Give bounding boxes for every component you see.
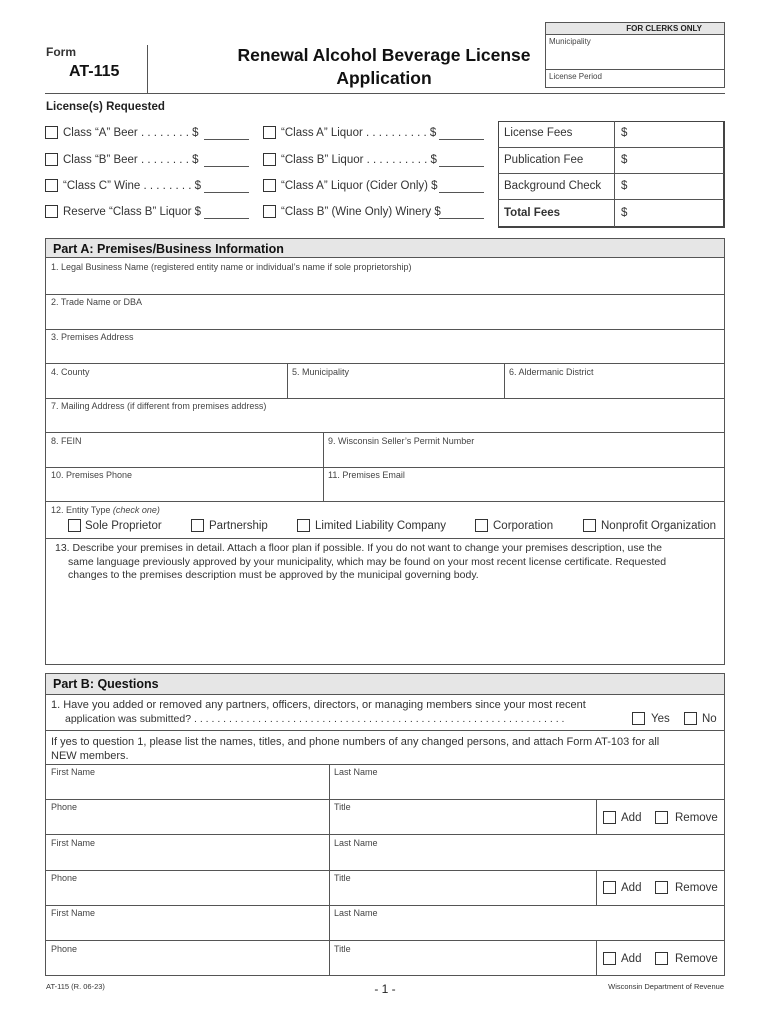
legal-business-name-field[interactable]: 1. Legal Business Name (registered entity name or individual’s name if sole proprietorship) bbox=[51, 262, 412, 272]
member-2-last-name[interactable]: Last Name bbox=[334, 838, 378, 848]
col-line bbox=[287, 363, 288, 398]
col-line bbox=[323, 432, 324, 501]
clerks-only-title: FOR CLERKS ONLY bbox=[546, 23, 724, 35]
class-a-beer-amount[interactable] bbox=[204, 139, 249, 140]
row-line bbox=[45, 398, 725, 399]
row-line bbox=[45, 363, 725, 364]
question-1-line1: 1. Have you added or removed any partners, officers, directors, or managing members since your most recent bbox=[51, 699, 586, 711]
page-title-line1: Renewal Alcohol Beverage License bbox=[237, 45, 531, 65]
class-a-beer-label: Class “A” Beer . . . . . . . . $ bbox=[63, 127, 199, 139]
no-label: No bbox=[702, 713, 717, 725]
reserve-class-b-amount[interactable] bbox=[204, 218, 249, 219]
member-1-phone[interactable]: Phone bbox=[51, 802, 78, 812]
row-line bbox=[45, 730, 725, 731]
part-b-title: Part B: Questions bbox=[45, 673, 725, 695]
fein-field[interactable]: 8. FEIN bbox=[51, 436, 82, 446]
class-a-cider-checkbox[interactable] bbox=[263, 179, 276, 192]
licenses-heading: License(s) Requested bbox=[46, 101, 165, 113]
class-c-wine-label: “Class C” Wine . . . . . . . . $ bbox=[63, 180, 202, 192]
fees-row-line bbox=[498, 173, 724, 174]
page-title-line2: Application bbox=[336, 68, 432, 88]
license-fees-value[interactable]: $ bbox=[621, 127, 628, 139]
member-2-remove-label: Remove bbox=[675, 882, 718, 894]
entity-type-label bbox=[51, 505, 160, 515]
aldermanic-district-field[interactable]: 6. Aldermanic District bbox=[509, 367, 594, 377]
premises-description-line2: same language previously approved by your municipality, which may be found on your most recent license certificate. Requested bbox=[68, 555, 667, 568]
yes-checkbox[interactable] bbox=[632, 712, 645, 725]
member-3-phone[interactable]: Phone bbox=[51, 944, 78, 954]
part-a-title: Part A: Premises/Business Information bbox=[45, 238, 725, 258]
member-3-first-name[interactable]: First Name bbox=[51, 908, 96, 918]
member-3-add-checkbox[interactable] bbox=[603, 952, 616, 965]
member-1-title[interactable]: Title bbox=[334, 802, 351, 812]
member-3-remove-label: Remove bbox=[675, 953, 718, 965]
corporation-label: Corporation bbox=[493, 520, 554, 532]
form-label: Form bbox=[46, 45, 76, 59]
llc-label: Limited Liability Company bbox=[315, 520, 447, 532]
changed-persons-instructions bbox=[51, 736, 659, 763]
col-line bbox=[329, 764, 330, 976]
sellers-permit-field[interactable]: 9. Wisconsin Seller’s Permit Number bbox=[328, 436, 475, 446]
premises-description-line1: 13. Describe your premises in detail. Attach a floor plan if possible. If you do not want to change your premises description, use the bbox=[55, 542, 662, 554]
row-line bbox=[45, 329, 725, 330]
member-1-add-label: Add bbox=[621, 812, 642, 824]
member-2-add-checkbox[interactable] bbox=[603, 881, 616, 894]
footer-form-revision: AT-115 (R. 06-23) bbox=[46, 982, 105, 991]
license-period-field[interactable] bbox=[546, 70, 724, 83]
trade-name-field[interactable]: 2. Trade Name or DBA bbox=[51, 297, 143, 307]
yes-label: Yes bbox=[651, 713, 670, 725]
class-b-beer-amount[interactable] bbox=[204, 166, 249, 167]
total-fees-value[interactable]: $ bbox=[621, 207, 628, 219]
class-b-liquor-checkbox[interactable] bbox=[263, 153, 276, 166]
footer-department: Wisconsin Department of Revenue bbox=[608, 982, 724, 991]
member-3-add-label: Add bbox=[621, 953, 642, 965]
row-line bbox=[45, 905, 725, 906]
reserve-class-b-checkbox[interactable] bbox=[45, 205, 58, 218]
row-line bbox=[45, 467, 725, 468]
premises-description-line3: changes to the premises description must be approved by the municipal governing body. bbox=[68, 569, 479, 581]
premises-address-field[interactable]: 3. Premises Address bbox=[51, 332, 134, 342]
class-a-liquor-amount[interactable] bbox=[439, 139, 484, 140]
class-a-cider-amount[interactable] bbox=[439, 192, 484, 193]
fees-row-line bbox=[498, 147, 724, 148]
row-line bbox=[45, 764, 725, 765]
member-1-last-name[interactable]: Last Name bbox=[334, 767, 378, 777]
class-b-winery-label: “Class B” (Wine Only) Winery $ bbox=[281, 206, 441, 218]
member-2-title[interactable]: Title bbox=[334, 873, 351, 883]
member-3-last-name[interactable]: Last Name bbox=[334, 908, 378, 918]
background-check-label: Background Check bbox=[504, 180, 602, 192]
premises-description-instructions bbox=[55, 542, 666, 583]
premises-email-field[interactable]: 11. Premises Email bbox=[328, 470, 405, 480]
entity-type-text: 12. Entity Type bbox=[51, 505, 111, 515]
mailing-address-field[interactable]: 7. Mailing Address (if different from premises address) bbox=[51, 401, 267, 411]
instructions-line1: If yes to question 1, please list the names, titles, and phone numbers of any changed persons, and attach Form AT-103 for all bbox=[51, 736, 660, 748]
member-2-first-name[interactable]: First Name bbox=[51, 838, 96, 848]
row-line bbox=[45, 834, 725, 835]
premises-description-input[interactable] bbox=[46, 584, 724, 664]
member-1-add-checkbox[interactable] bbox=[603, 811, 616, 824]
member-2-add-label: Add bbox=[621, 882, 642, 894]
row-line bbox=[45, 538, 725, 539]
member-2-remove-checkbox[interactable] bbox=[655, 881, 668, 894]
class-a-liquor-label: “Class A” Liquor . . . . . . . . . . $ bbox=[281, 127, 437, 139]
class-a-liquor-checkbox[interactable] bbox=[263, 126, 276, 139]
clerks-only-box bbox=[545, 22, 725, 88]
footer-page-number: - 1 - bbox=[374, 982, 396, 996]
col-line bbox=[596, 799, 597, 834]
llc-checkbox[interactable] bbox=[297, 519, 310, 532]
row-line bbox=[45, 432, 725, 433]
col-line bbox=[596, 940, 597, 976]
county-field[interactable]: 4. County bbox=[51, 367, 90, 377]
class-b-beer-label: Class “B” Beer . . . . . . . . $ bbox=[63, 154, 199, 166]
class-b-liquor-amount[interactable] bbox=[439, 166, 484, 167]
entity-type-note: (check one) bbox=[112, 505, 160, 515]
background-check-value[interactable]: $ bbox=[621, 180, 628, 192]
col-line bbox=[596, 870, 597, 905]
question-1-line2: application was submitted? . . . . . . . . . . . . . . . . . . . . . . . . . . . . . . . . . . . . . . . . . . . . . . . . . . . . . . . . . . . . . . . . bbox=[65, 712, 565, 725]
header-divider bbox=[147, 45, 148, 94]
premises-phone-field[interactable]: 10. Premises Phone bbox=[51, 470, 133, 480]
reserve-class-b-label: Reserve “Class B” Liquor $ bbox=[63, 206, 202, 218]
class-b-liquor-label: “Class B” Liquor . . . . . . . . . . $ bbox=[281, 154, 437, 166]
header-rule bbox=[45, 93, 725, 94]
class-a-cider-label: “Class A” Liquor (Cider Only) $ bbox=[281, 180, 438, 192]
col-line bbox=[504, 363, 505, 398]
publication-fee-label: Publication Fee bbox=[504, 154, 584, 166]
member-1-first-name[interactable]: First Name bbox=[51, 767, 96, 777]
member-3-remove-checkbox[interactable] bbox=[655, 952, 668, 965]
form-number: AT-115 bbox=[69, 63, 120, 80]
municipality-field[interactable] bbox=[546, 35, 724, 70]
nonprofit-label: Nonprofit Organization bbox=[601, 520, 717, 532]
total-fees-label: Total Fees bbox=[504, 207, 561, 219]
license-fees-label: License Fees bbox=[504, 127, 573, 139]
no-checkbox[interactable] bbox=[684, 712, 697, 725]
fees-row-line bbox=[498, 199, 724, 200]
partnership-label: Partnership bbox=[209, 520, 268, 532]
row-line bbox=[45, 294, 725, 295]
row-line bbox=[45, 940, 725, 941]
class-b-winery-amount[interactable] bbox=[439, 218, 484, 219]
row-line bbox=[45, 799, 725, 800]
nonprofit-checkbox[interactable] bbox=[583, 519, 596, 532]
class-b-beer-checkbox[interactable] bbox=[45, 153, 58, 166]
sole-proprietor-label: Sole Proprietor bbox=[85, 520, 162, 532]
sole-proprietor-checkbox[interactable] bbox=[68, 519, 81, 532]
member-1-remove-checkbox[interactable] bbox=[655, 811, 668, 824]
row-line bbox=[45, 501, 725, 502]
class-c-wine-checkbox[interactable] bbox=[45, 179, 58, 192]
class-c-wine-amount[interactable] bbox=[204, 192, 249, 193]
class-a-beer-checkbox[interactable] bbox=[45, 126, 58, 139]
question-1 bbox=[51, 699, 586, 726]
publication-fee-value[interactable]: $ bbox=[621, 154, 628, 166]
member-1-remove-label: Remove bbox=[675, 812, 718, 824]
partnership-checkbox[interactable] bbox=[191, 519, 204, 532]
license-period-label: License Period bbox=[549, 72, 602, 81]
class-b-winery-checkbox[interactable] bbox=[263, 205, 276, 218]
fees-divider bbox=[614, 121, 615, 227]
member-2-phone[interactable]: Phone bbox=[51, 873, 78, 883]
member-3-title[interactable]: Title bbox=[334, 944, 351, 954]
page-title bbox=[212, 44, 556, 90]
instructions-line2: NEW members. bbox=[51, 749, 129, 762]
row-line bbox=[45, 870, 725, 871]
municipality-label: Municipality bbox=[549, 37, 591, 46]
municipality-input[interactable]: 5. Municipality bbox=[292, 367, 350, 377]
corporation-checkbox[interactable] bbox=[475, 519, 488, 532]
